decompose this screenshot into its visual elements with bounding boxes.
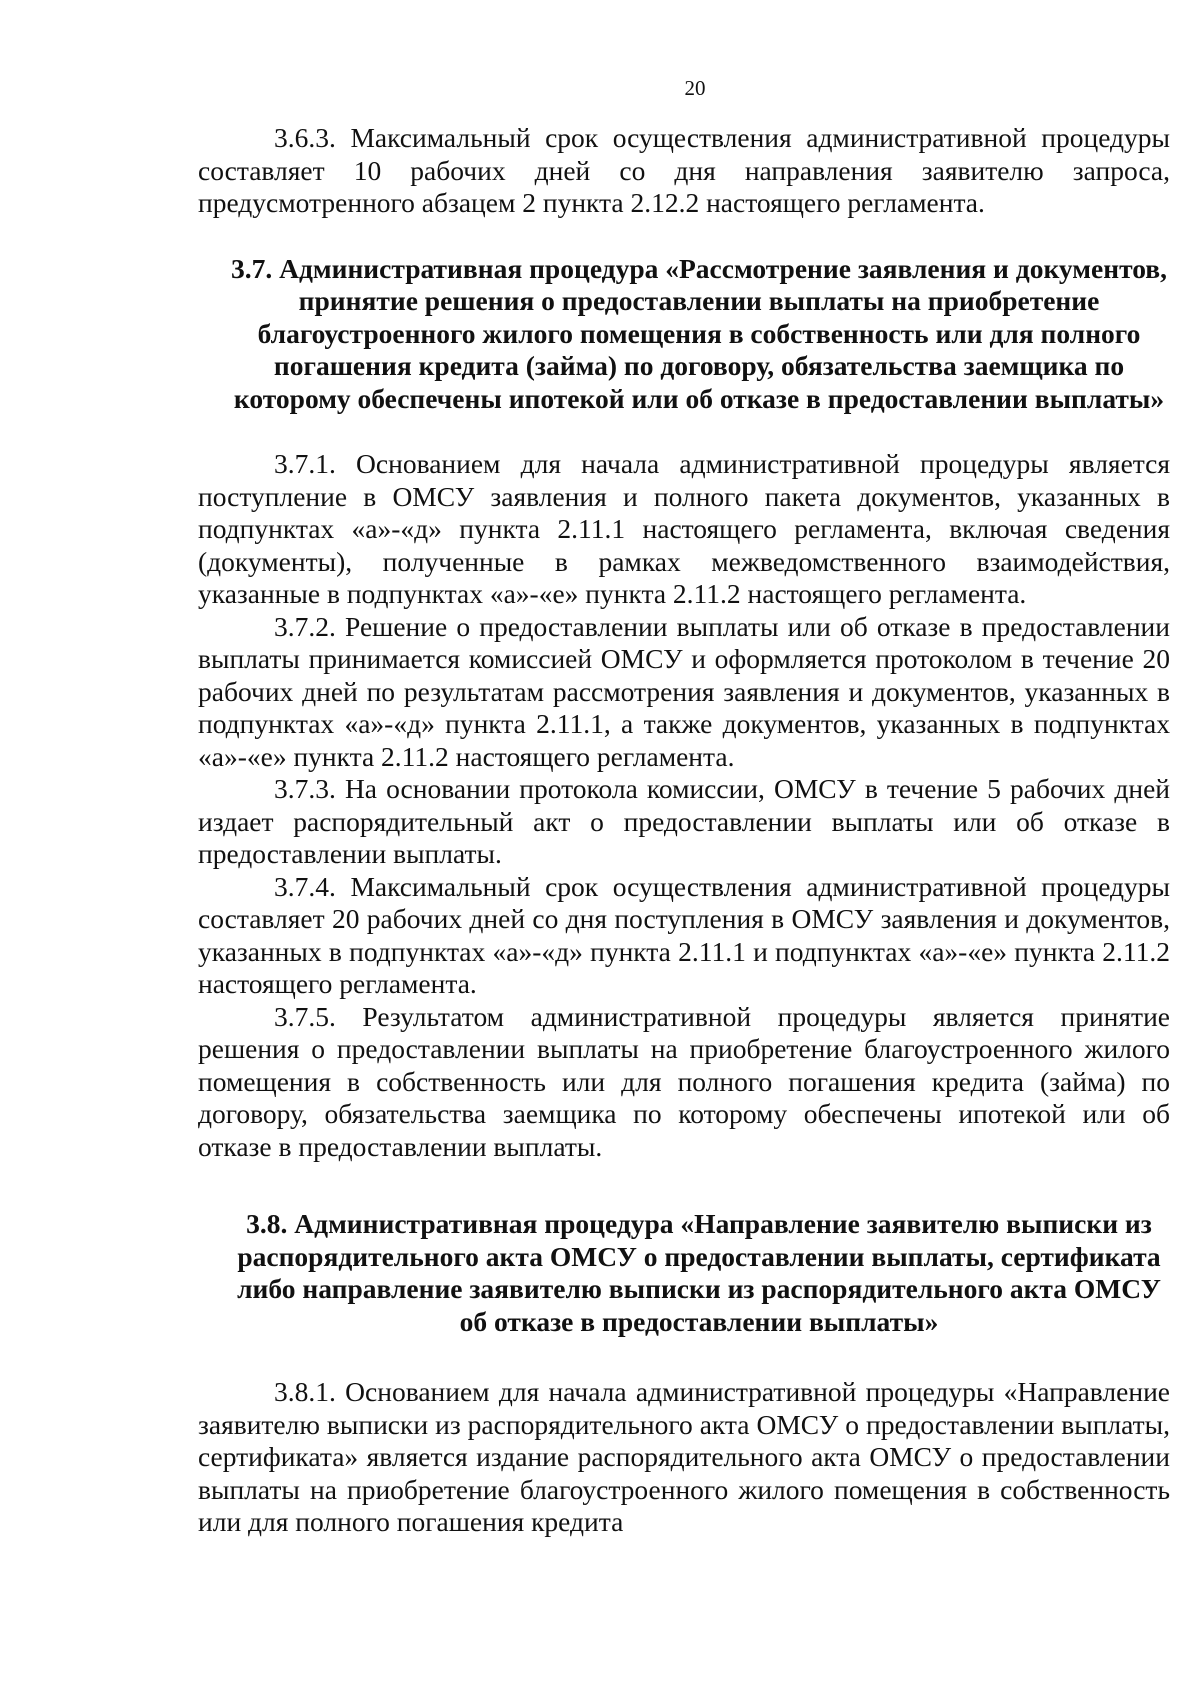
paragraph-3-6-3: 3.6.3. Максимальный срок осуществления административной процедуры составляет 10 рабочих дней со дня направления заявителю запроса, предусмотренного абзацем 2 пункта 2.12.2 настоящего регламента. [198,122,1170,218]
paragraph-3-7-1: 3.7.1. Основанием для начала административной процедуры является поступление в ОМСУ заявления и полного пакета документов, указанных в подпунктах «а»-«д» пункта 2.11.1 настоящего регламента, включая сведения (документы), полученные в рамках межведомственного взаимодействия, указанные в подпунктах «а»-«е» пункта 2.11.2 настоящего регламента. [198,448,1170,609]
page-number: 20 [684,76,706,100]
paragraph-3-7-4: 3.7.4. Максимальный срок осуществления административной процедуры составляет 20 рабочих дней со дня поступления в ОМСУ заявления и документов, указанных в подпунктах «а»-«д» пункта 2.11.1 и подпунктах «а»-«е» пункта 2.11.2 настоящего регламента. [198,870,1170,999]
paragraph-3-8-1: 3.8.1. Основанием для начала административной процедуры «Направление заявителю выписки из распорядительного акта ОМСУ о предоставлении выплаты, сертификата» является издание распорядительного акта ОМСУ о предоставлении выплаты на приобретение благоустроенного жилого помещения в собственность или для полного погашения кредита [198,1376,1170,1537]
paragraph-3-7-2: 3.7.2. Решение о предоставлении выплаты или об отказе в предоставлении выплаты принимается комиссией ОМСУ и оформляется протоколом в течение 20 рабочих дней по результатам рассмотрения заявления и документов, указанных в подпунктах «а»-«д» пункта 2.11.1, а также документов, указанных в подпунктах «а»-«е» пункта 2.11.2 настоящего регламента. [198,610,1170,772]
paragraph-3-7-5: 3.7.5. Результатом административной процедуры является принятие решения о предоставлении выплаты на приобретение благоустроенного жилого помещения в собственность или для полного погашения кредита (займа) по договору, обязательства заемщика по которому обеспечены ипотекой или об отказе в предоставлении выплаты. [198,1000,1170,1162]
paragraph-3-7-3: 3.7.3. На основании протокола комиссии, ОМСУ в течение 5 рабочих дней издает распорядительный акт о предоставлении выплаты или об отказе в предоставлении выплаты. [198,773,1170,869]
section-3-8-heading: 3.8. Административная процедура «Направление заявителю выписки из распорядительного акта ОМСУ о предоставлении выплаты, сертификата либо направление заявителю выписки из распорядительного акта ОМСУ об отказе в предоставлении выплаты» [237,1208,1161,1337]
document-body [198,122,1170,1539]
section-3-7-heading: 3.7. Административная процедура «Рассмотрение заявления и документов, принятие решения о предоставлении выплаты на приобретение благоустроенного жилого помещения в собственность или для полного погашения кредита (займа) по договору, обязательства заемщика по которому обеспечены ипотекой или об отказе в предоставлении выплаты» [230,252,1168,414]
